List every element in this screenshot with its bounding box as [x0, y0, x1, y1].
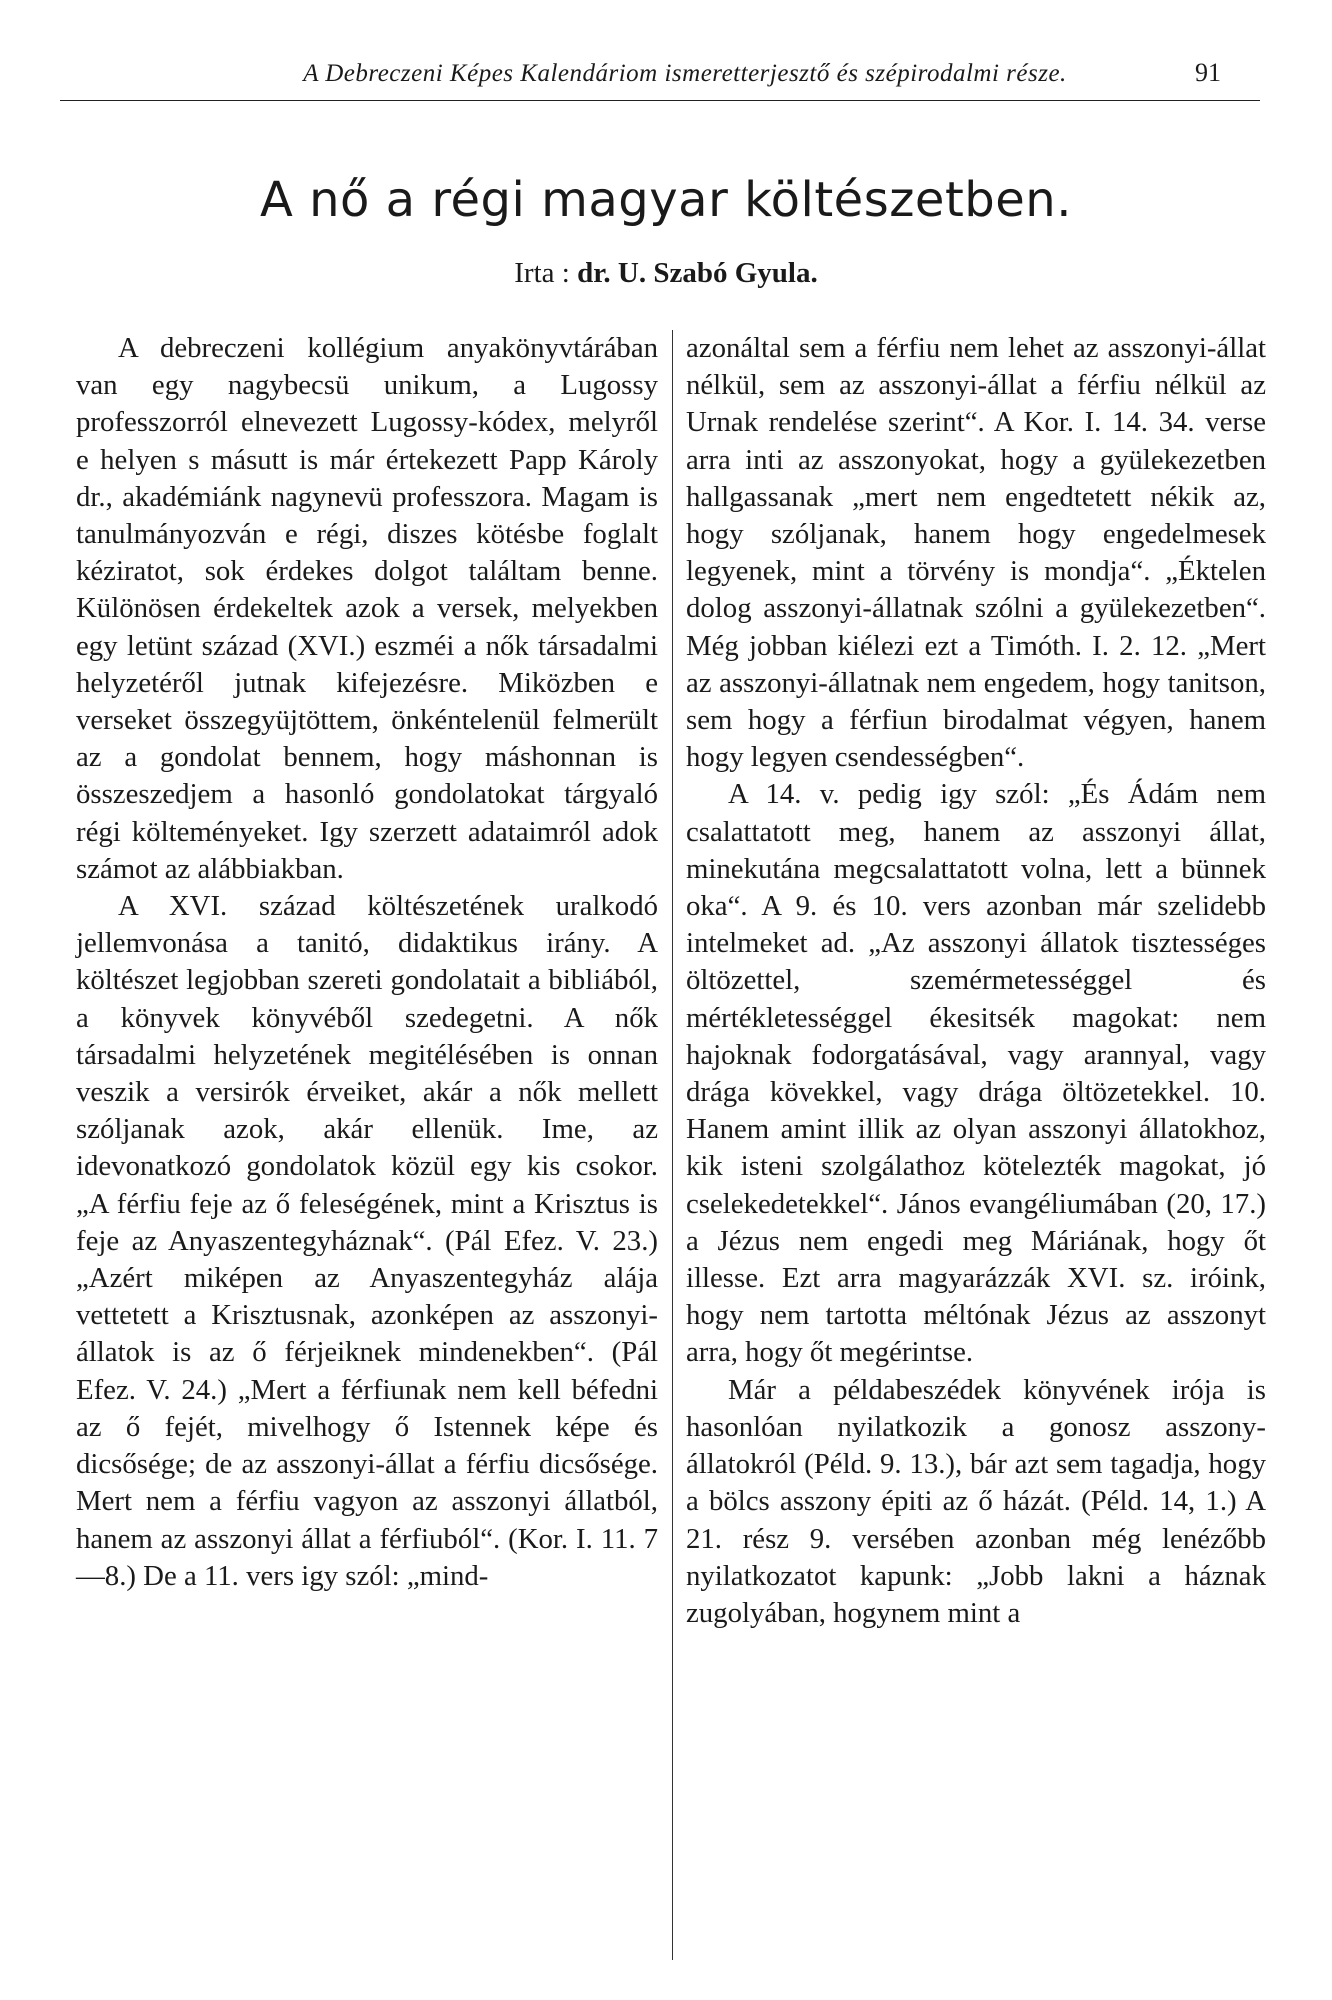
- running-head: A Debreczeni Képes Kalendáriom ismeretterjesztő és szépirodalmi része.: [303, 60, 1067, 87]
- article-title: A nő a régi magyar költészetben.: [260, 172, 1072, 228]
- author-name: dr. U. Szabó Gyula.: [577, 257, 818, 289]
- right-column: [686, 330, 1266, 1632]
- column-divider: [672, 330, 673, 1960]
- header-rule: [60, 100, 1260, 101]
- paragraph: A 14. v. pedig igy szól: „És Ádám nem csalattatott meg, hanem az asszonyi állat, minekutána megcsalattatott volna, lett a bünnek oka“. A 9. és 10. vers azonban már szelidebb intelmeket ad. „Az asszonyi állatok tisztességes öltözettel, szemérmetességgel és mértékletességgel ékesitsék magokat: nem hajoknak fodorgatásával, vagy arannyal, vagy drága kövekkel, vagy drága öltözetekkel. 10. Hanem amint illik az olyan asszonyi állatokhoz, kik isteni szolgálathoz kötelezték magokat, jó cselekedetekkel“. János evangéliumában (20, 17.) a Jézus nem engedi meg Máriának, hogy őt illesse. Ezt arra magyarázzák XVI. sz. iróink, hogy nem tartotta méltónak Jézus az asszonyt arra, hogy őt megérintse.: [686, 778, 1266, 1369]
- page-number: 91: [1195, 58, 1221, 87]
- paragraph: azonáltal sem a férfiu nem lehet az asszonyi-állat nélkül, sem az asszonyi-állat a férfiu nélkül az Urnak rendelése szerint“. A Kor. I. 14. 34. verse arra inti az asszonyokat, hogy a gyülekezetben hallgassanak „mert nem engedtetett nékik az, hogy szóljanak, hanem hogy engedelmesek legyenek, mint a törvény is mondja“. „Éktelen dolog asszonyi-állatnak szólni a gyülekezetben“. Még jobban kiélezi ezt a Timóth. I. 2. 12. „Mert az asszonyi-állatnak nem engedem, hogy tanitson, sem hogy a férfiun birodalmat végyen, hanem hogy legyen csendességben“.: [686, 332, 1266, 774]
- byline-prefix: Irta :: [514, 257, 570, 289]
- byline: [0, 257, 1332, 290]
- paragraph: Már a példabeszédek könyvének irója is hasonlóan nyilatkozik a gonosz asszony-állatokról (Péld. 9. 13.), bár azt sem tagadja, hogy a bölcs asszony épiti az ő házát. (Péld. 14, 1.) A 21. rész 9. versében azonban még lenézőbb nyilatkozatot kapunk: „Jobb lakni a háznak zugolyában, hogynem mint a: [686, 1373, 1266, 1629]
- left-column: [76, 330, 658, 1595]
- paragraph: A debreczeni kollégium anyakönyvtárában van egy nagybecsü unikum, a Lugossy professzorról elnevezett Lugossy-kódex, melyről e helyen s másutt is már értekezett Papp Károly dr., akadémiánk nagynevü professzora. Magam is tanulmányozván e régi, diszes kötésbe foglalt kéziratot, sok érdekes dolgot találtam benne. Különösen érdekeltek azok a versek, melyekben egy letünt század (XVI.) eszméi a nők társadalmi helyzetéről jutnak kifejezésre. Miközben e verseket összegyüjtöttem, önkéntelenül felmerült az a gondolat bennem, hogy máshonnan is összeszedjem a hasonló gondolatokat tárgyaló régi költeményeket. Igy szerzett adataimról adok számot az alábbiakban.: [76, 332, 658, 885]
- paragraph: A XVI. század költészetének uralkodó jellemvonása a tanitó, didaktikus irány. A költészet legjobban szereti gondolatait a bibliából, a könyvek könyvéből szedegetni. A nők társadalmi helyzetének megitélésében is onnan veszik a versirók érveiket, akár a nők mellett szóljanak azok, akár ellenük. Ime, az idevonatkozó gondolatok közül egy kis csokor. „A férfiu feje az ő feleségének, mint a Krisztus is feje az Anyaszentegyháznak“. (Pál Efez. V. 23.) „Azért miképen az Anyaszentegyház alája vettetett a Krisztusnak, azonképen az asszonyi-állatok is az ő férjeiknek mindenekben“. (Pál Efez. V. 24.) „Mert a férfiunak nem kell béfedni az ő fejét, mivelhogy ő Istennek képe és dicsősége; de az asszonyi-állat a férfiu dicsősége. Mert nem a férfiu vagyon az asszonyi állatból, hanem az asszonyi állat a férfiuból“. (Kor. I. 11. 7—8.) De a 11. vers igy szól: „mind-: [76, 890, 658, 1592]
